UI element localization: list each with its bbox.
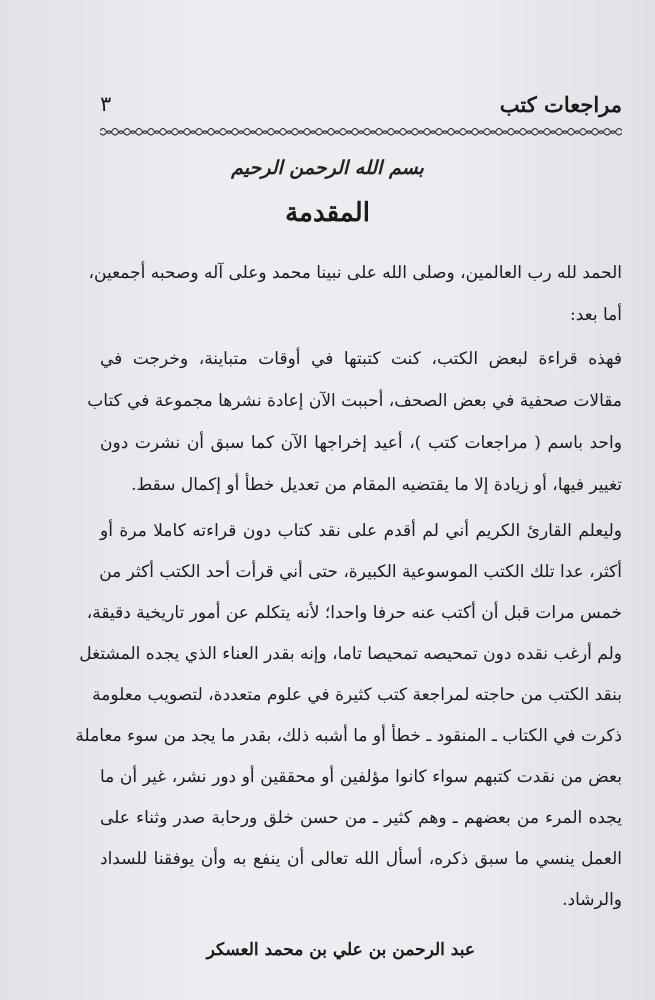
text-line: الحمد لله رب العالمين، وصلى الله على نبينا محمد وعلى آله وصحبه أجمعين،: [88, 263, 622, 283]
running-title: مراجعات كتب: [499, 92, 622, 117]
text-line: والرشاد.: [562, 890, 622, 910]
text-line: خمس مرات قبل أن أكتب عنه حرفا واحدا؛ لأنه يتكلم عن أمور تاريخية دقيقة،: [86, 603, 622, 623]
page-number: ٣: [100, 92, 112, 116]
text-line: فهذه قراءة لبعض الكتب، كنت كتبتها في أوقات متباينة، وخرجت في: [100, 349, 622, 369]
chapter-title: المقدمة: [285, 198, 370, 228]
text-line: ذكرت في الكتاب ـ المنقود ـ خطأ أو ما أشبه ذلك، بقدر ما يجد من سوء معاملة: [75, 726, 622, 746]
text-line: تغيير فيها، أو زيادة إلا ما يقتضيه المقام من تعديل خطأ أو إكمال سقط.: [131, 475, 622, 495]
text-line: يجده المرء من بعضهم ـ وهم كثير ـ من حسن خلق ورحابة صدر وثناء على: [100, 808, 622, 828]
text-line: مقالات صحفية في بعض الصحف، أحببت الآن إعادة نشرها مجموعة في كتاب: [87, 391, 622, 411]
text-line: العمل ينسي ما سبق ذكره، أسأل الله تعالى أن ينفع به وأن يوفقنا للسداد: [100, 849, 622, 869]
page-header: [100, 92, 622, 128]
text-line: وليعلم القارئ الكريم أني لم أقدم على نقد كتاب دون قراءته كاملا مرة أو: [100, 521, 622, 541]
author-signature: عبد الرحمن بن علي بن محمد العسكر: [206, 940, 475, 960]
text-line: بعض من نقدت كتبهم سواء كانوا مؤلفين أو محققين أو دور نشر، غير أن ما: [100, 767, 622, 787]
text-line: أكثر، عدا تلك الكتب الموسوعية الكبيرة، حتى أني قرأت أحد الكتب أكثر من: [99, 562, 622, 582]
basmala-calligraphy: بسم الله الرحمن الرحيم: [231, 157, 424, 179]
text-line: بنقد الكتب من حاجته لمراجعة كتب كثيرة في علوم متعددة، لتصويب معلومة: [92, 685, 622, 705]
text-line: أما بعد:: [570, 305, 622, 325]
text-line: واحد باسم ( مراجعات كتب )، أعيد إخراجها الآن كما سبق أن نشرت دون: [100, 433, 622, 453]
decorative-header-rule: [100, 124, 622, 138]
text-line: ولم أرغب نقده دون تمحيصه تمحيصا تاما، وإنه بقدر العناء الذي يجده المشتغل: [79, 644, 622, 664]
